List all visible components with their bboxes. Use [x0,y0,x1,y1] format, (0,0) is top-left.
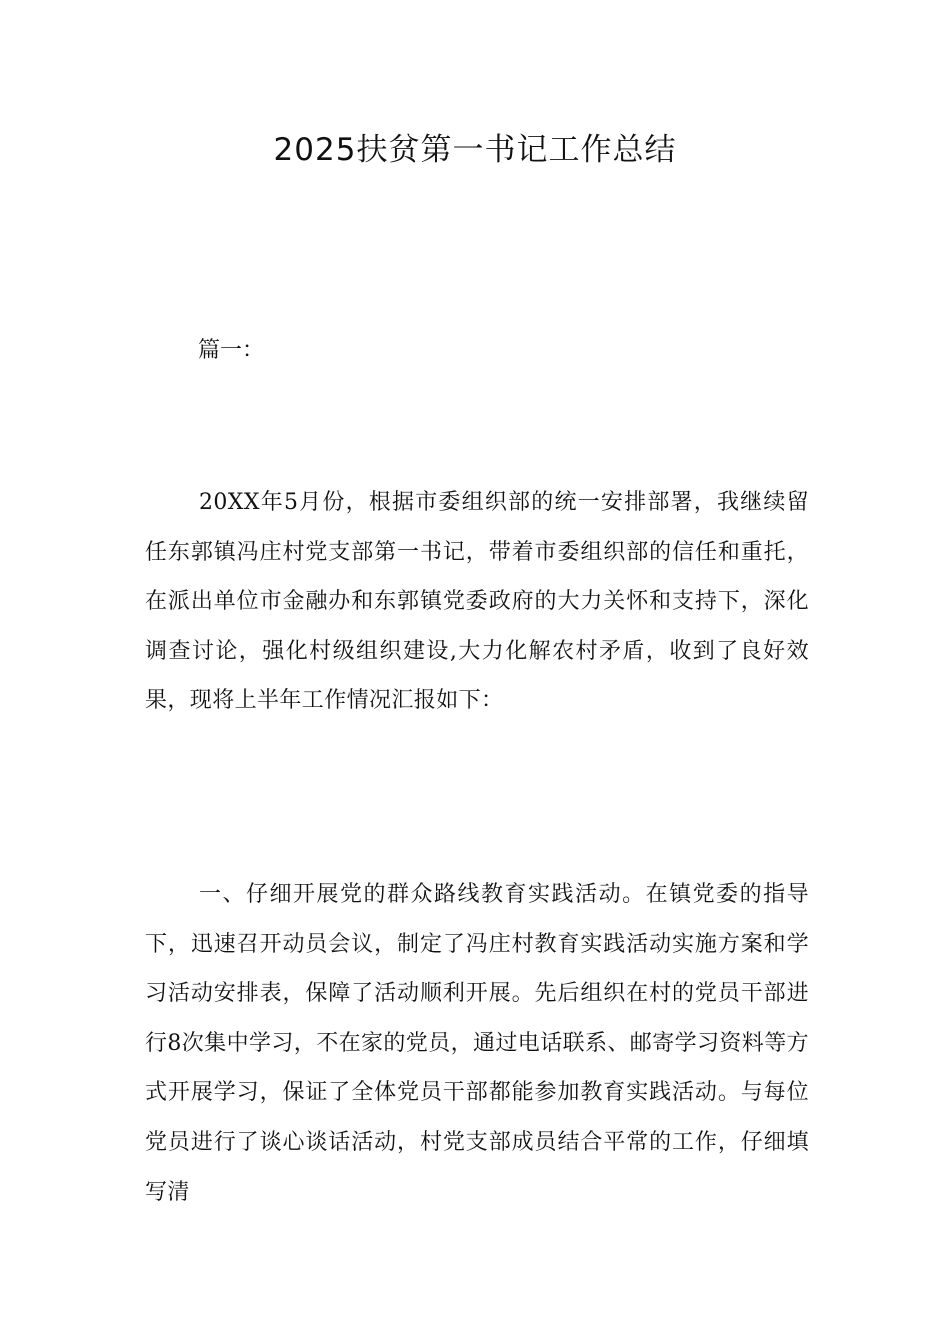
section-label: 篇一： [198,338,265,363]
document-title: 2025扶贫第一书记工作总结 [273,132,677,168]
body-paragraph: 一、仔细开展党的群众路线教育实践活动。在镇党委的指导下，迅速召开动员会议，制定了冯庄村教育实践活动实施方案和学习活动安排表，保障了活动顺利开展。先后组织在村的党员干部进行8次集中学习，不在家的党员，通过电话联系、邮寄学习资料等方式开展学习，保证了全体党员干部都能参加教育实践活动。与每位党员进行了谈心谈话活动，村党支部成员结合平常的工作，仔细填写清 [145,882,809,1205]
body-paragraph: 20XX年5月份，根据市委组织部的统一安排部署，我继续留任东郭镇冯庄村党支部第一书记，带着市委组织部的信任和重托，在派出单位市金融办和东郭镇党委政府的大力关怀和支持下，深化调查讨论，强化村级组织建设,大力化解农村矛盾，收到了良好效果，现将上半年工作情况汇报如下： [145,490,809,714]
